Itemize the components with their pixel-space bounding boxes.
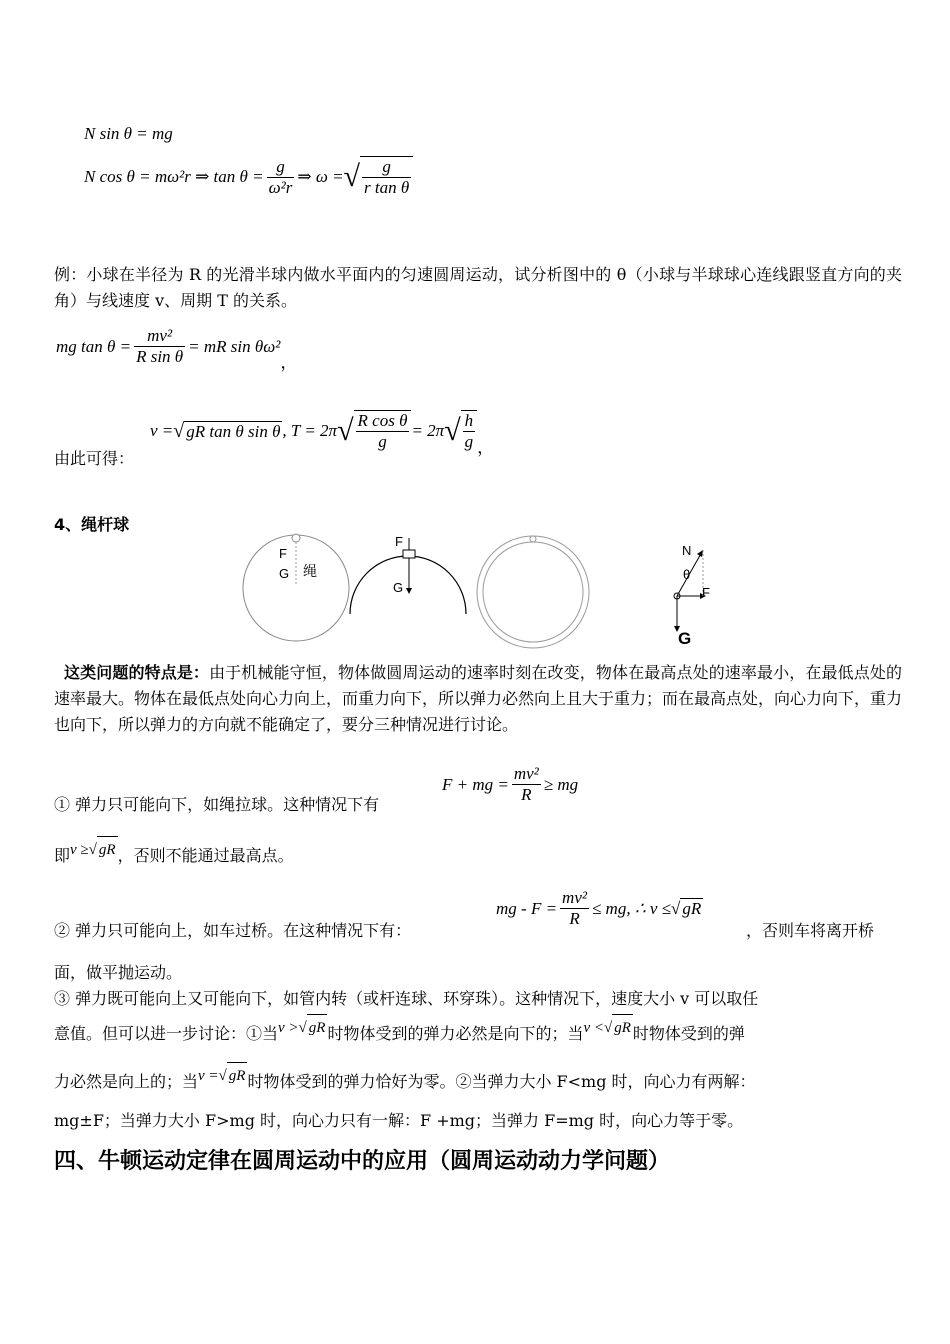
case1-frac-num: mv² [513,764,539,783]
case2-rad: gR [682,899,702,918]
case2-frac-den: R [569,909,580,928]
case2-sqrt: √ gR [671,899,702,918]
case3-line3b: 时物体受到的弹力恰好为零。②当弹力大小 F<mg 时，向心力有两解： [247,1071,756,1091]
case3-line4: mg±F；当弹力大小 F>mg 时，向心力只有一解：F +mg；当弹力 F=mg 时，向心力等于零。 [54,1111,744,1130]
eq4-tail: ， [477,437,495,457]
case3-rad1: gR [307,1014,328,1041]
case3-rad3: gR [227,1062,248,1089]
eq4-h-num: h [464,411,474,430]
thus-label: 由此可得： [54,449,135,468]
eq4-t-sqrt: √ $\frac{\text{R cos θ}}{g}$ [337,410,411,452]
label-g3: G [678,629,692,648]
eq2-frac-num: g [267,157,295,178]
label-g2: G [393,580,404,595]
case2-eq-lhs: mg - F = [496,898,558,918]
eq4-v-rad: gR tan θ sin θ [186,421,281,441]
label-f2: F [395,534,403,549]
equation-n-cos [84,156,413,198]
case2-fraction [560,888,589,929]
case1b-sqrt: √ gR [89,836,118,863]
eq2-sqrt-num: g [362,157,411,178]
tube-inner [483,542,583,642]
case3-rad2: gR [612,1014,633,1041]
bridge-arch [350,556,466,614]
eq4-eq2pi: = 2π [411,421,445,440]
label-g1: G [279,566,290,581]
eq2-part1: N cos θ = mω²r ⇒ tan θ = [84,167,264,186]
eq4-t-num: R cos θ [357,411,408,430]
eq3-frac-num: mv² [134,326,185,347]
case3-sqrt1: √ gR [299,1014,328,1041]
case2-eq-rhs: ≤ mg, ∴ v ≤ [591,898,672,918]
case1b-line [54,842,294,869]
eq4-v-sqrt: √ gR tan θ sin θ [173,419,281,442]
label-f3: F [702,585,710,600]
case3-line1: ③ 弹力既可能向上又可能向下，如管内转（或杆连球、环穿珠）。这种情况下，速度大小 v 可以取任 [54,989,759,1008]
tube-ball [530,536,536,542]
eq2-sqrt-den: r tan θ [364,178,410,197]
eq4-t-den: g [378,432,387,451]
case2-text: ② 弹力只可能向上，如车过桥。在这种情况下有： [54,921,412,940]
rope-rod-ball-figure [230,528,720,650]
label-n: N [682,543,692,558]
case3-line3a: 力必然是向上的；当 [54,1071,199,1091]
equation-v-t [150,410,495,457]
bridge-car [403,550,415,558]
label-theta: θ [683,567,691,582]
eq2-frac-den: ω²r [268,177,293,197]
section-4-title: 4、绳杆球 [54,515,130,534]
eq2-fraction [267,157,295,198]
case3-sqrt3: √ gR [219,1062,248,1089]
case3-sqrt2: √ gR [604,1014,633,1041]
eq2-sqrt: √ $\frac{g}{\text{r tan θ}}$ [344,156,414,198]
case1-text: ① 弹力只可能向下，如绳拉球。这种情况下有 [54,795,380,814]
features-text: 由于机械能守恒，物体做圆周运动的速率时刻在改变，物体在最高点处的速率最小，在最低点处的速率最大。物体在最低点处向心力向上，而重力向下，所以弹力必然向上且大于重力；而在最高点处，向心力向下，重力也向下，所以弹力的方向就不能确定了，要分三种情况进行讨论。 [54,663,903,734]
tube-outer [477,536,589,648]
case3-eq: v = [198,1067,219,1084]
case1b-rad: gR [97,836,118,863]
rope-ball [292,534,300,542]
case1b-prefix: 即 [54,845,71,865]
case2-frac-num: mv² [562,888,587,907]
case3-line2 [54,1020,745,1047]
case3-gt: v > [278,1019,299,1036]
case2-equation [496,888,703,929]
label-rope: 绳 [303,563,317,579]
equation-mg-tan [56,326,298,372]
case2b-text: 面，做平抛运动。 [54,963,183,982]
eq3-lhs: mg tan θ = [56,336,132,356]
eq3-rhs: = mR sin θω² [188,336,281,356]
eq3-tail: ， [280,353,298,372]
features-lead: 这类问题的特点是： [64,663,210,682]
case1-frac-den: R [521,785,532,804]
eq3-frac-den: R sin θ [136,347,184,366]
eq4-h-den: g [464,432,474,451]
case3-lt: v < [583,1019,604,1036]
eq4-t: , T = 2π [282,421,338,440]
case1b-suffix: ，否则不能通过最高点。 [117,845,294,865]
eq4-v: v = [150,421,174,440]
case3-line3 [54,1068,756,1095]
example-text: 例：小球在半径为 R 的光滑半球内做水平面内的匀速圆周运动，试分析图中的 θ（小球与半球球心连线跟竖直方向的夹角）与线速度 v、周期 T 的关系。 [54,265,902,310]
case1-equation [442,764,578,805]
case1b-vgeq: v ≥ [70,841,89,858]
case3-line2b: 时物体受到的弹力必然是向下的；当 [327,1023,584,1043]
case1-fraction [512,764,541,805]
case3-line2a: 意值。但可以进一步讨论：①当 [54,1023,279,1043]
label-f1: F [279,546,287,561]
case1-eq-lhs: F + mg = [442,774,509,794]
eq2-part2: ⇒ ω = [297,167,344,186]
arrow-down-icon [406,588,412,594]
section-heading: 四、牛顿运动定律在圆周运动中的应用（圆周运动动力学问题） [54,1149,671,1174]
equation-n-sin: N sin θ = mg [84,124,173,143]
eq4-h-sqrt: √ $\frac{h}{g}$ [444,410,477,452]
eq3-fraction [134,326,185,367]
case1-eq-rhs: ≥ mg [543,774,579,794]
case3-line2c: 时物体受到的弹 [632,1023,745,1043]
case2-suffix: ，否则车将离开桥 [746,921,875,940]
features-paragraph [54,660,902,738]
